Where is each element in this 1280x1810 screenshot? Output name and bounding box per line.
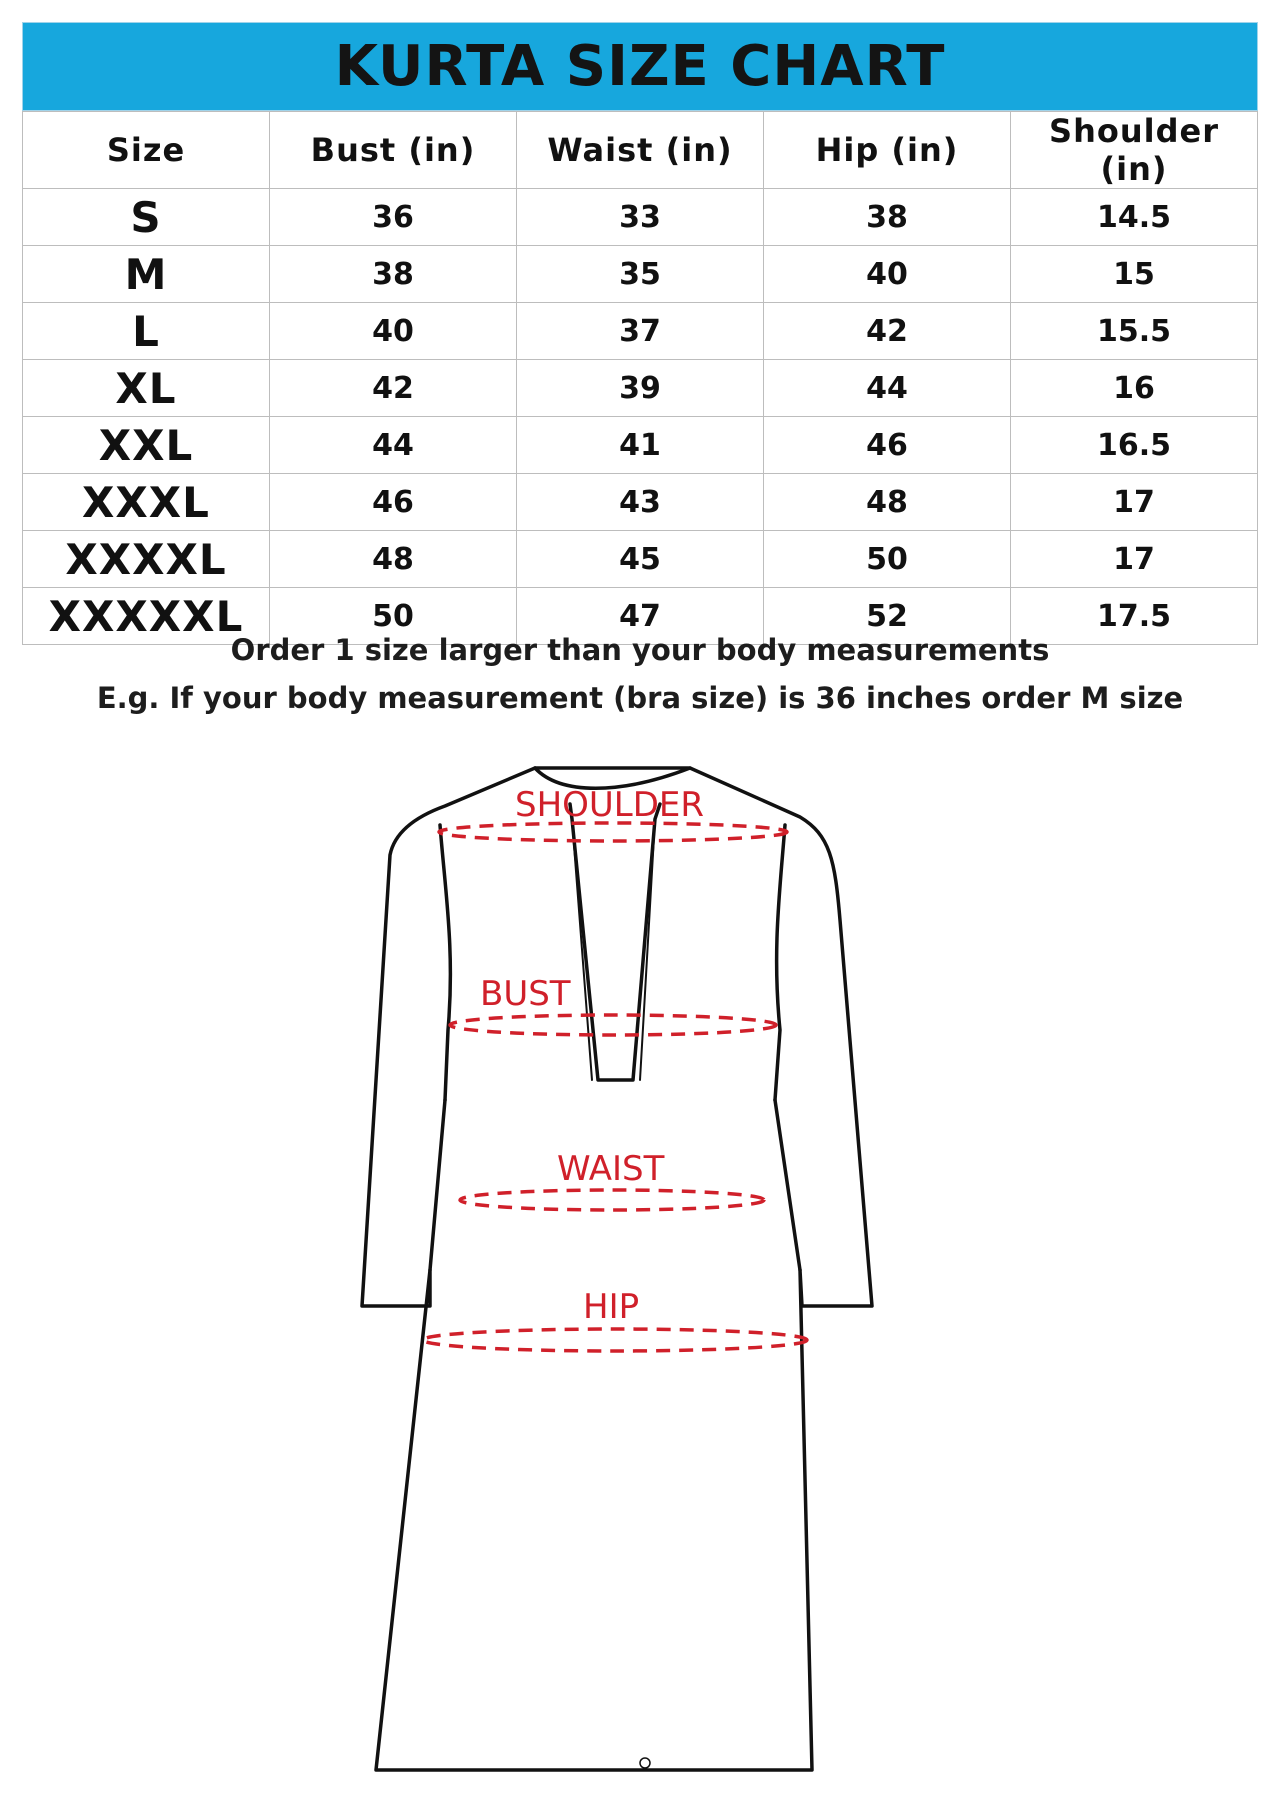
- waist-cell: 41: [517, 417, 764, 474]
- hip-cell: 48: [764, 474, 1011, 531]
- hip-cell: 40: [764, 246, 1011, 303]
- size-cell: XXXL: [23, 474, 270, 531]
- shoulder-cell: 17: [1011, 531, 1258, 588]
- bust-cell: 40: [270, 303, 517, 360]
- bust-cell: 44: [270, 417, 517, 474]
- note-example: E.g. If your body measurement (bra size) is 36 inches order M size: [96, 681, 1184, 715]
- header-shoulder: Shoulder (in): [1011, 112, 1258, 189]
- waist-cell: 43: [517, 474, 764, 531]
- size-cell: XXL: [23, 417, 270, 474]
- size-chart: [22, 22, 1258, 645]
- bust-cell: 42: [270, 360, 517, 417]
- shoulder-cell: 17: [1011, 474, 1258, 531]
- shoulder-cell: 16.5: [1011, 417, 1258, 474]
- waist-cell: 33: [517, 189, 764, 246]
- bust-cell: 48: [270, 531, 517, 588]
- waist-cell: 45: [517, 531, 764, 588]
- hip-label: HIP: [583, 1287, 640, 1327]
- shoulder-cell: 15: [1011, 246, 1258, 303]
- shoulder-label: SHOULDER: [515, 785, 705, 825]
- hip-cell: 42: [764, 303, 1011, 360]
- bust-cell: 36: [270, 189, 517, 246]
- waist-cell: 37: [517, 303, 764, 360]
- waist-cell: 39: [517, 360, 764, 417]
- table-header-row: [23, 112, 1258, 189]
- shoulder-cell: 17.5: [1011, 588, 1258, 645]
- table-row: [23, 474, 1258, 531]
- hip-measure-line: [423, 1329, 807, 1351]
- shoulder-cell: 15.5: [1011, 303, 1258, 360]
- size-cell: XXXXL: [23, 531, 270, 588]
- size-cell: XL: [23, 360, 270, 417]
- note-size-advice: Order 1 size larger than your body measurements: [230, 633, 1050, 667]
- hip-cell: 46: [764, 417, 1011, 474]
- header-bust: Bust (in): [270, 112, 517, 189]
- waist-label: WAIST: [557, 1149, 665, 1189]
- hip-cell: 52: [764, 588, 1011, 645]
- kurta-body-outline: [362, 768, 872, 1770]
- left-sleeve-inner: [430, 1100, 445, 1270]
- hip-cell: 50: [764, 531, 1011, 588]
- waist-cell: 35: [517, 246, 764, 303]
- left-armhole-seam: [440, 825, 450, 1100]
- bust-measure-line: [450, 1015, 776, 1035]
- placket: [570, 804, 660, 1080]
- size-table: [22, 111, 1258, 645]
- bust-cell: 38: [270, 246, 517, 303]
- size-cell: S: [23, 189, 270, 246]
- table-row: [23, 303, 1258, 360]
- table-row: [23, 360, 1258, 417]
- table-row: [23, 246, 1258, 303]
- waist-cell: 47: [517, 588, 764, 645]
- waist-measure-line: [460, 1190, 764, 1210]
- chart-title: KURTA SIZE CHART: [334, 34, 946, 99]
- kurta-measurement-diagram: [0, 740, 1280, 1810]
- shoulder-cell: 14.5: [1011, 189, 1258, 246]
- bust-cell: 46: [270, 474, 517, 531]
- header-waist: Waist (in): [517, 112, 764, 189]
- hip-cell: 44: [764, 360, 1011, 417]
- hip-cell: 38: [764, 189, 1011, 246]
- right-armhole-seam: [775, 825, 785, 1100]
- title-banner: [22, 22, 1258, 111]
- shoulder-cell: 16: [1011, 360, 1258, 417]
- right-sleeve-inner: [775, 1100, 800, 1270]
- size-cell: XXXXXL: [23, 588, 270, 645]
- size-cell: L: [23, 303, 270, 360]
- shoulder-measure-line: [439, 823, 787, 841]
- table-row: [23, 189, 1258, 246]
- bust-label: BUST: [480, 974, 571, 1014]
- size-cell: M: [23, 246, 270, 303]
- table-row: [23, 417, 1258, 474]
- table-row: [23, 531, 1258, 588]
- bust-cell: 50: [270, 588, 517, 645]
- header-hip: Hip (in): [764, 112, 1011, 189]
- header-size: Size: [23, 112, 270, 189]
